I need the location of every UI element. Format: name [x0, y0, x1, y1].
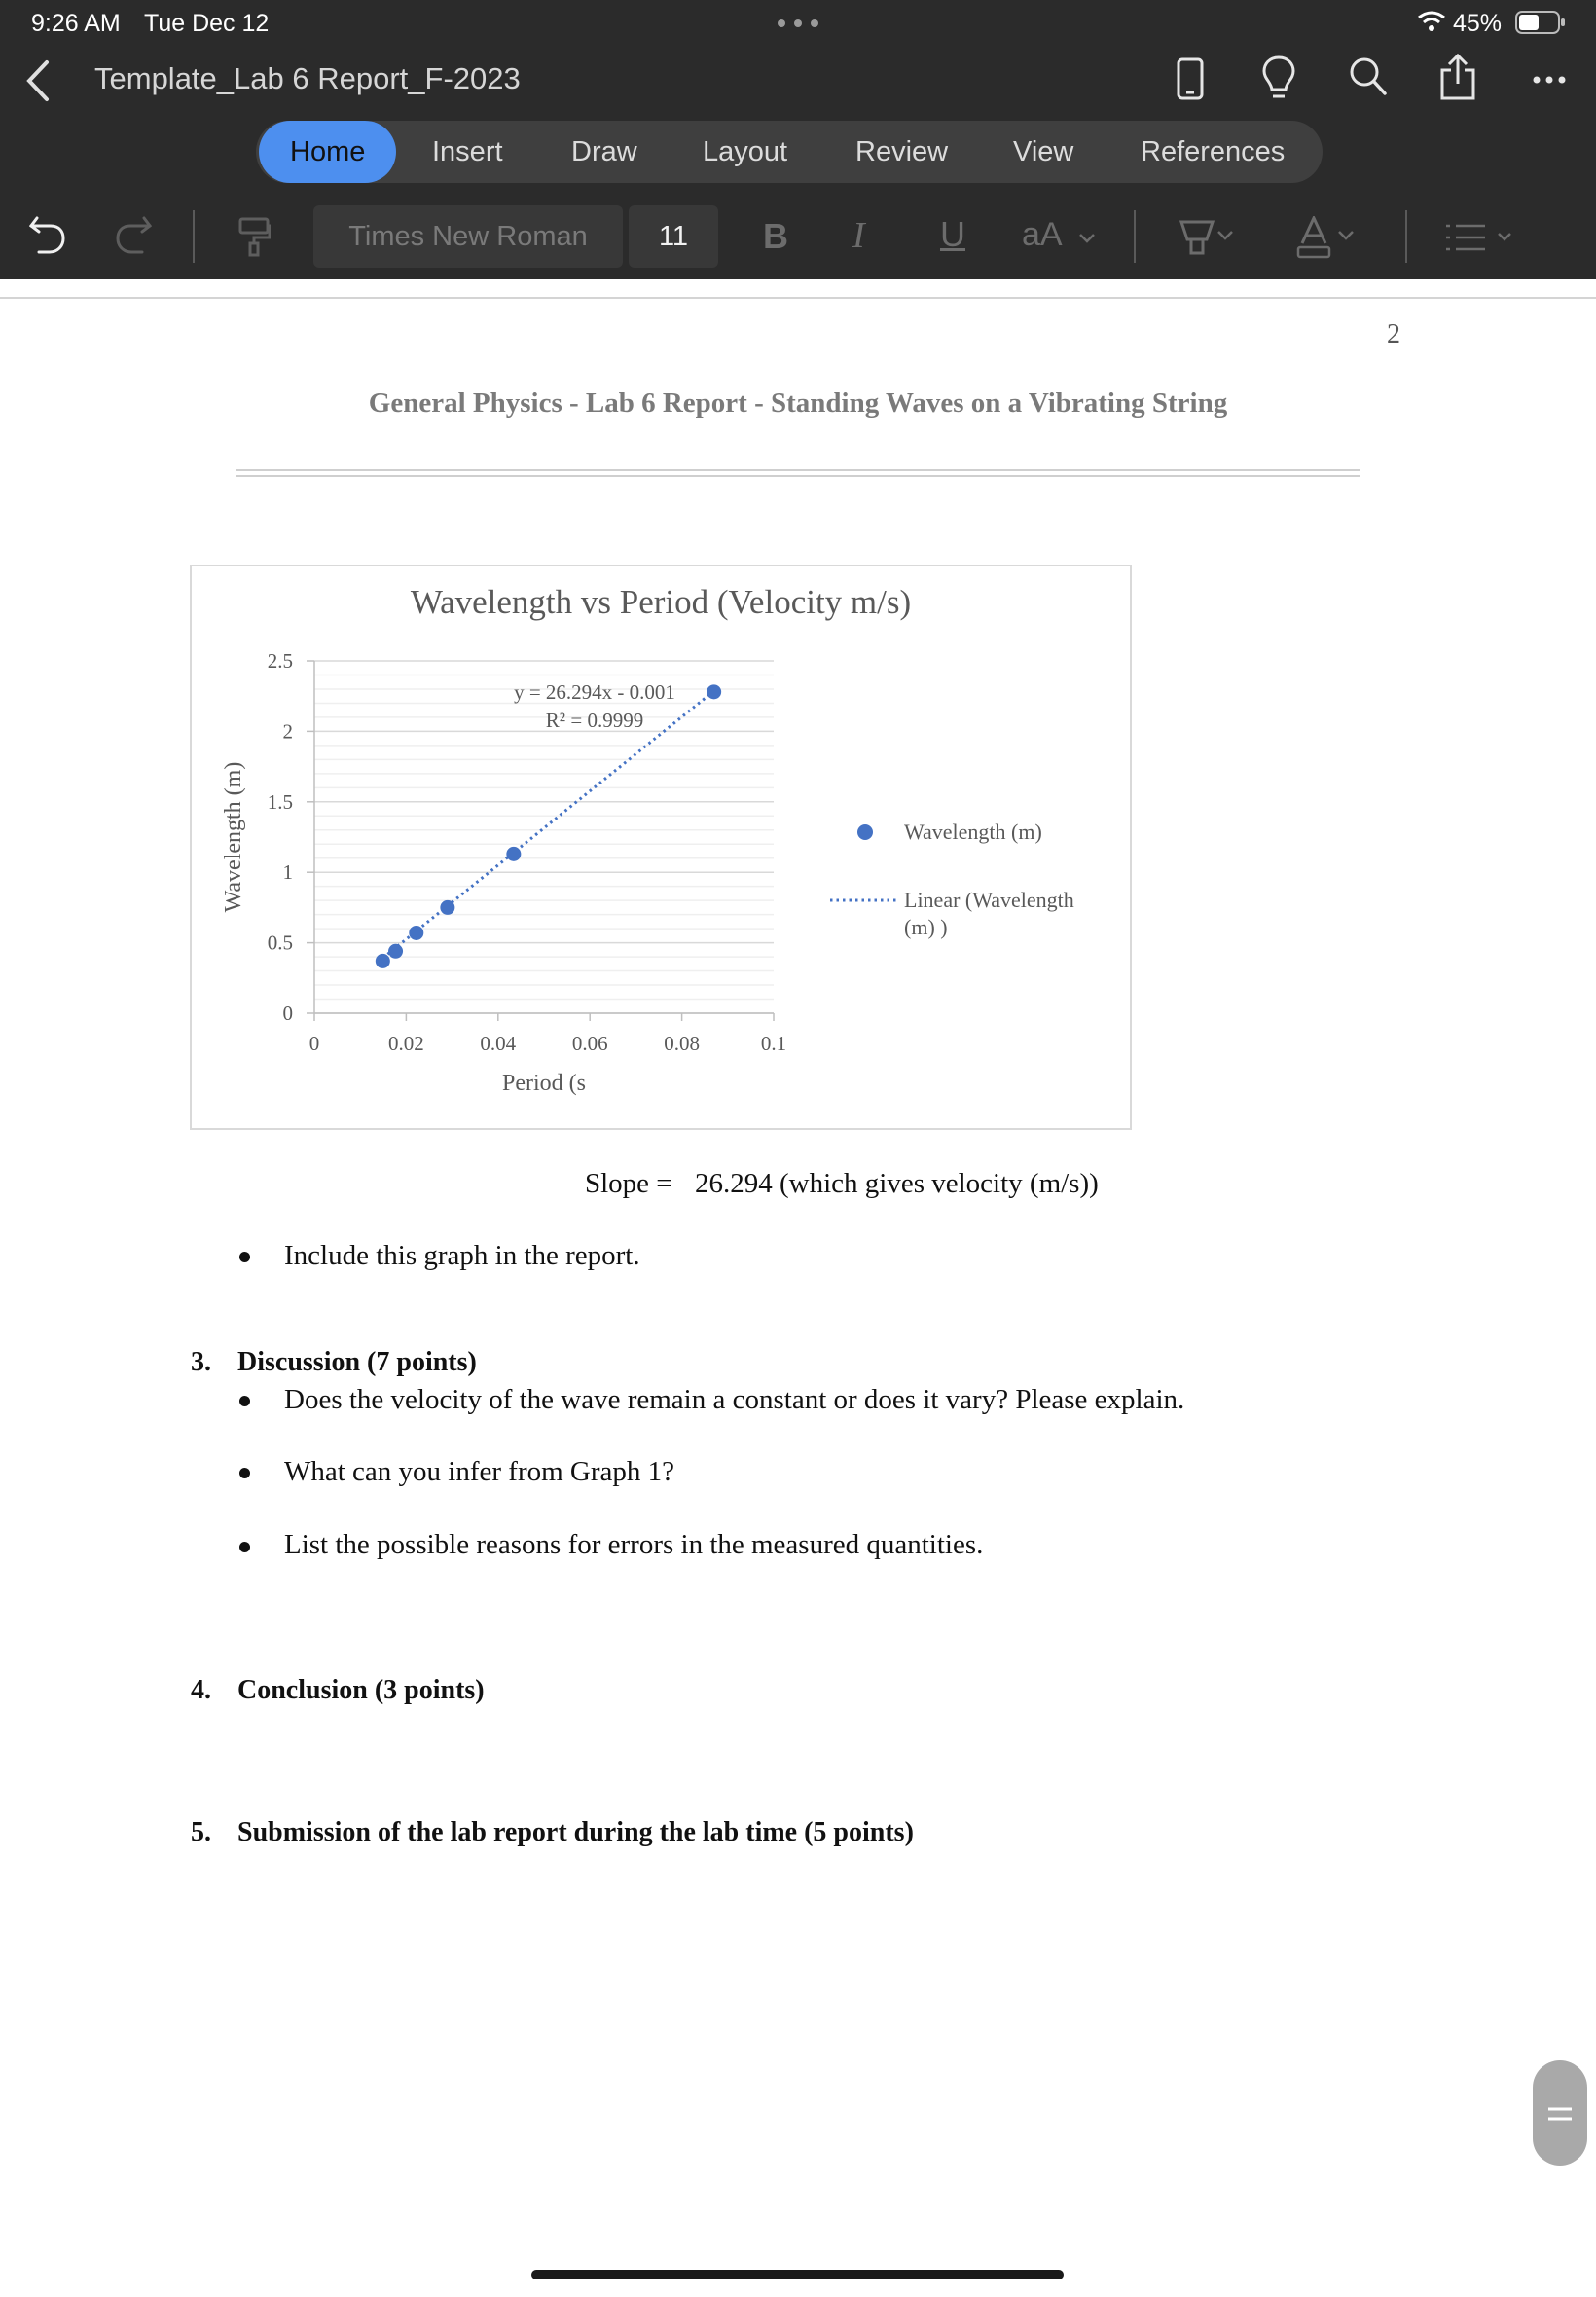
x-tick-label: 0.06: [571, 1032, 608, 1055]
legend-label-linear: Linear (Wavelength: [904, 888, 1074, 912]
battery-icon: [1515, 10, 1566, 40]
multitasking-dots-icon[interactable]: [777, 16, 819, 25]
document-title: Template_Lab 6 Report_F-2023: [94, 61, 521, 95]
slope-value: 26.294 (which gives velocity (m/s)): [695, 1168, 1099, 1199]
app-toolbar-area: [0, 0, 1596, 279]
data-point: [409, 926, 423, 940]
legend-label-linear-cont: (m) ): [904, 915, 948, 939]
page-boundary: [0, 297, 1596, 299]
x-tick-label: 0: [308, 1032, 320, 1055]
scroll-handle[interactable]: [1533, 2060, 1587, 2166]
data-point: [707, 684, 721, 699]
tab-view[interactable]: View: [1013, 136, 1074, 167]
document-heading: General Physics - Lab 6 Report - Standing Waves on a Vibrating String: [368, 387, 1228, 419]
slope-label: Slope =: [585, 1168, 672, 1199]
search-icon[interactable]: [1349, 56, 1388, 102]
legend-label-wavelength: Wavelength (m): [904, 820, 1042, 844]
tab-review[interactable]: Review: [855, 136, 949, 167]
format-painter-icon[interactable]: [237, 216, 271, 262]
section5-title: Submission of the lab report during the lab time (5 points): [237, 1817, 914, 1847]
highlighter-icon[interactable]: [1178, 218, 1236, 262]
tab-home[interactable]: Home: [259, 121, 396, 183]
chart-container[interactable]: [190, 565, 1132, 1130]
back-chevron-icon[interactable]: [23, 58, 53, 108]
y-tick-label: 0: [282, 1002, 293, 1025]
discussion-question: What can you infer from Graph 1?: [284, 1456, 675, 1487]
x-tick-label: 0.1: [760, 1032, 787, 1055]
toolbar-divider: [1405, 210, 1407, 263]
data-point: [376, 954, 390, 968]
section4-number: 4.: [191, 1675, 211, 1705]
trendline-equation: y = 26.294x - 0.001: [514, 680, 675, 704]
data-point: [388, 944, 403, 959]
x-tick-label: 0.04: [480, 1032, 517, 1055]
redo-icon[interactable]: [115, 214, 154, 262]
tab-insert[interactable]: Insert: [432, 136, 503, 167]
font-color-icon[interactable]: [1296, 216, 1359, 264]
lightbulb-icon[interactable]: [1261, 55, 1296, 106]
section5-number: 5.: [191, 1817, 211, 1847]
chart-title: Wavelength vs Period (Velocity m/s): [410, 583, 912, 621]
x-axis-title: Period (s: [502, 1071, 586, 1096]
discussion-question: Does the velocity of the wave remain a constant or does it vary? Please explain.: [284, 1384, 1185, 1415]
x-tick-label: 0.08: [664, 1032, 700, 1055]
font-size-field[interactable]: 11: [629, 205, 718, 268]
legend-marker-wavelength: [857, 824, 873, 840]
y-tick-label: 2.5: [267, 649, 293, 673]
status-date: Tue Dec 12: [144, 10, 270, 37]
underline-button[interactable]: U: [940, 214, 965, 254]
trendline-r-squared: R² = 0.9999: [545, 709, 644, 732]
y-axis-title: Wavelength (m): [221, 761, 246, 913]
section3-number: 3.: [191, 1347, 211, 1377]
bullet-point: [239, 1396, 250, 1406]
y-tick-label: 2: [282, 719, 293, 744]
share-icon[interactable]: [1438, 53, 1477, 106]
bullet-point: [239, 1542, 250, 1552]
chevron-down-icon[interactable]: [1078, 232, 1096, 249]
more-options-icon[interactable]: [1532, 72, 1567, 90]
data-point: [440, 900, 454, 915]
y-tick-label: 0.5: [267, 930, 293, 955]
y-tick-label: 1: [282, 860, 293, 885]
toolbar-divider: [193, 210, 195, 263]
italic-button[interactable]: I: [852, 215, 865, 256]
tab-draw[interactable]: Draw: [571, 136, 637, 167]
y-tick-label: 1.5: [267, 789, 293, 814]
chart-svg: [192, 566, 1130, 1128]
phone-view-icon[interactable]: [1176, 56, 1205, 106]
bullet-list-icon[interactable]: [1444, 220, 1516, 260]
double-rule-divider: [236, 469, 1360, 477]
home-indicator[interactable]: [531, 2270, 1064, 2279]
undo-icon[interactable]: [27, 214, 66, 262]
discussion-question: List the possible reasons for errors in the measured quantities.: [284, 1529, 984, 1560]
bullet-point: [239, 1252, 250, 1262]
bold-button[interactable]: B: [763, 216, 788, 256]
text-size-button[interactable]: aA: [1022, 216, 1063, 253]
section3-title: Discussion (7 points): [237, 1347, 477, 1377]
x-tick-label: 0.02: [388, 1032, 424, 1055]
battery-percent: 45%: [1453, 10, 1503, 37]
grip-icon: [1533, 2060, 1587, 2166]
font-name-field[interactable]: Times New Roman: [313, 205, 623, 268]
tab-references[interactable]: References: [1141, 136, 1286, 167]
page-number: 2: [1387, 319, 1400, 349]
bullet-point: [239, 1468, 250, 1478]
tab-layout[interactable]: Layout: [703, 136, 788, 167]
wifi-icon: [1417, 10, 1446, 38]
section4-title: Conclusion (3 points): [237, 1675, 485, 1705]
data-point: [506, 847, 521, 861]
toolbar-divider: [1134, 210, 1136, 263]
include-graph-instruction: Include this graph in the report.: [284, 1240, 640, 1271]
status-time: 9:26 AM: [31, 10, 121, 37]
